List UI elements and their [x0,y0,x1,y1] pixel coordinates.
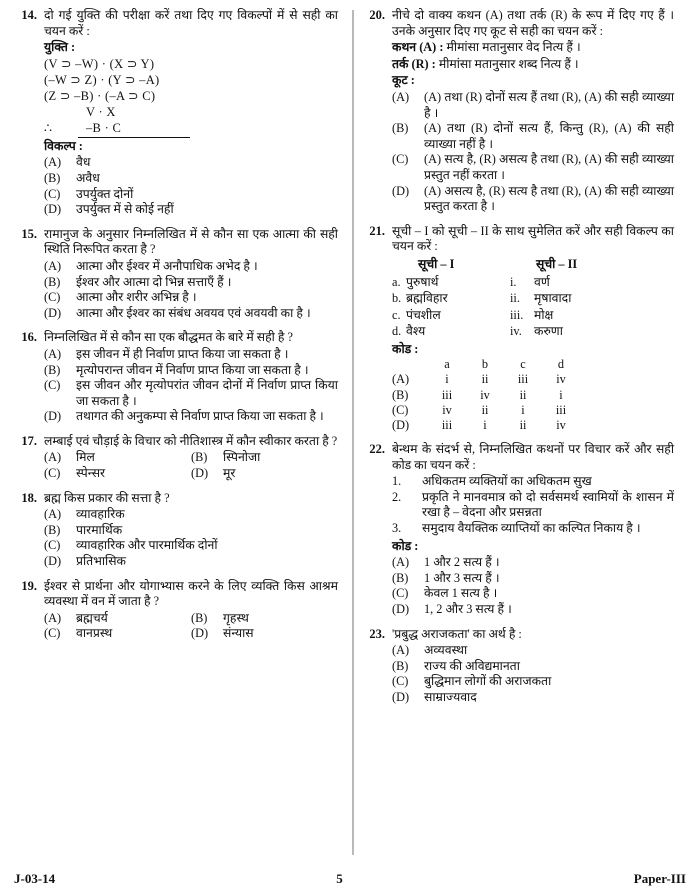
options-list [44,611,338,642]
option-text: राज्य की अविद्यमानता [424,658,520,673]
option-key: (B) [44,522,61,537]
question-19 [14,579,338,642]
option-key: (A) [392,555,410,570]
question-body [44,434,338,482]
right-column [344,8,674,853]
assertion-text: मीमांसा मतानुसार वेद नित्य हैं । [443,40,581,55]
option-text: (A) तथा (R) दोनों सत्य हैं, किन्तु (R), (A) की सही व्याख्या नहीं है । [424,121,674,151]
question-number: 15. [21,226,37,241]
question-20 [362,8,674,215]
question-stem: दो गई युक्ति की परीक्षा करें तथा दिए गए विकल्पों में से सही का चयन करें : [44,8,338,38]
option-b[interactable] [392,659,674,675]
option-key: (C) [44,626,61,641]
option-text: मृत्योपरान्त जीवन में निर्वाण प्राप्त किया जा सकता है । [76,362,309,377]
question-body [392,442,674,618]
paper-code: J-03-14 [14,871,56,886]
list2-text: वर्ण [534,274,550,289]
code-value: i [483,417,487,432]
option-text: अवैध [76,170,100,185]
question-18 [14,491,338,570]
option-key: (D) [392,417,410,432]
option-text: मूर [223,466,236,481]
option-text: मिल [76,450,95,465]
statement-number: 1. [392,474,402,489]
statement-2 [392,490,674,521]
list1-key: b. [392,291,402,305]
option-text: व्यावहारिक [76,507,125,522]
code-table [392,357,674,433]
option-text: ईश्वर और आत्मा दो भिन्न सत्ताएँ हैं । [76,274,232,289]
option-key: (A) [392,372,410,387]
option-key: (B) [44,274,61,289]
statement-3 [392,521,674,537]
option-a[interactable] [44,155,338,171]
vikalp-label: विकल्प : [44,138,83,153]
option-key: (A) [44,507,62,522]
reason-text: मीमांसा मतानुसार शब्द नित्य हैं । [435,56,579,71]
list2-text: मृषावादा [534,291,572,305]
therefore-symbol: ∴ [44,120,53,135]
option-row [44,611,338,627]
statement-text: प्रकृति ने मानवमात्र को दो सर्वसमर्थ स्वामियों के शासन में रखा है – वेदना और प्रसन्नता [422,489,674,520]
option-b[interactable] [44,275,338,291]
question-stem: निम्नलिखित में से कौन सा एक बौद्धमत के बारे में सही है ? [44,330,293,345]
option-text: स्पिनोजा [223,450,261,465]
code-value: i [521,402,525,417]
question-22 [362,442,674,618]
list2-key: i. [510,274,517,289]
option-c[interactable] [392,586,674,602]
option-text: ब्रह्मचर्य [76,610,108,625]
left-column [14,8,344,853]
option-key: (C) [392,586,409,601]
option-c[interactable] [392,674,674,690]
option-b[interactable] [392,571,674,587]
option-c[interactable] [392,403,674,418]
options-list [392,555,674,617]
match-table-rows [392,274,674,340]
code-value: iv [556,372,566,387]
match-table-header [392,257,674,273]
two-column-layout [14,8,686,853]
question-body [392,224,674,433]
option-text: साम्राज्यवाद [424,690,477,705]
option-key: (B) [191,610,208,625]
option-key: (A) [44,610,62,625]
inference-rule-line [78,137,190,138]
code-header-row [392,357,674,372]
option-key: (B) [392,387,409,402]
code-value: iv [556,417,566,432]
question-body [44,227,338,322]
option-d[interactable] [44,306,338,322]
column-divider [352,10,354,855]
option-text: आत्मा और ईश्वर का संबंध अवयव एवं अवयवी का है । [76,305,311,320]
option-text: गृहस्थ [223,610,249,625]
option-a[interactable] [392,643,674,659]
option-key: (C) [44,538,61,553]
question-15 [14,227,338,322]
option-a[interactable] [392,372,674,387]
yukti-label: युक्ति : [44,40,76,55]
option-b[interactable] [44,363,338,379]
option-text: पारमार्थिक [76,522,123,537]
question-body [44,330,338,425]
option-d[interactable] [191,466,338,482]
option-text: उपर्युक्त में से कोई नहीं [76,202,174,217]
option-text: संन्यास [223,626,254,641]
option-text: केवल 1 सत्य है । [424,586,498,601]
option-key: (D) [392,183,410,198]
option-d[interactable] [392,418,674,433]
code-header-blank [392,357,428,372]
option-text: व्यावहारिक और पारमार्थिक दोनों [76,538,218,553]
conclusion-text: –B · C [86,120,122,135]
option-key: (A) [44,450,62,465]
option-b[interactable] [44,171,338,187]
option-text: (A) सत्य है, (R) असत्य है तथा (R), (A) की सही व्याख्या प्रस्तुत नहीं करता । [424,152,674,182]
option-key: (B) [392,570,409,585]
list1-text: पुरुषार्थ [406,274,439,289]
reason-line [392,57,674,73]
options-list [44,507,338,569]
option-text: (A) तथा (R) दोनों सत्य हैं तथा (R), (A) की सही व्याख्या है । [424,89,674,120]
page-number: 5 [336,871,343,886]
code-value: i [559,387,563,402]
option-text: आत्मा और ईश्वर में अनौपाधिक अभेद है । [76,258,258,273]
option-text: स्पेन्सर [76,466,106,481]
question-stem: लम्बाई एवं चौड़ाई के विचार को नीतिशास्त्र में कौन स्वीकार करता है ? [44,433,338,448]
option-key: (D) [392,690,410,705]
option-a[interactable] [44,611,191,627]
list1-key: d. [392,324,402,338]
option-key: (D) [191,466,209,481]
option-key: (B) [44,170,61,185]
option-key: (A) [392,89,410,104]
question-number: 22. [369,442,385,457]
option-a[interactable] [392,90,674,121]
question-number: 19. [21,578,37,593]
code-value: iii [441,417,453,432]
options-list [44,450,338,481]
option-key: (C) [392,152,409,167]
code-col-b: b [481,357,489,372]
question-stem: ब्रह्म किस प्रकार की सत्ता है ? [44,490,170,505]
option-row [44,450,338,466]
option-d[interactable] [392,602,674,618]
assertion-label: कथन (A) : [392,40,444,55]
options-list [44,259,338,321]
question-stem: ईश्वर से प्रार्थना और योगाभ्यास करने के लिए व्यक्ति किस आश्रम व्यवस्था में वन में जाता है ? [44,578,338,609]
options-list [392,643,674,705]
option-key: (C) [44,378,61,393]
question-number: 23. [369,626,385,641]
option-c[interactable] [44,538,338,554]
question-number: 18. [21,490,37,505]
option-text: 1 और 2 सत्य हैं । [424,555,500,570]
option-key: (C) [44,290,61,305]
list2-key: ii. [510,291,520,305]
option-text: इस जीवन में ही निर्वाण प्राप्त किया जा सकता है । [76,346,289,361]
option-a[interactable] [44,259,338,275]
question-body [44,491,338,570]
question-number: 14. [21,8,37,22]
question-21 [362,224,674,433]
option-key: (B) [392,121,409,136]
code-value: iii [441,387,453,402]
formula-line-3: (Z ⊃ –B) · (–A ⊃ C) [44,88,156,103]
list2-key: iv. [510,324,522,338]
code-value: ii [481,372,489,387]
option-text: बुद्धिमान लोगों की अराजकता [424,674,552,689]
option-c[interactable] [44,290,338,306]
question-number: 20. [369,8,385,22]
code-value: iv [480,387,490,402]
option-key: (A) [392,643,410,658]
question-number: 17. [21,433,37,448]
options-list [392,90,674,215]
option-d[interactable] [392,690,674,706]
list-2-header: सूची – II [536,256,578,271]
option-key: (A) [44,258,62,273]
statements-list [392,474,674,536]
option-d[interactable] [392,184,674,215]
option-d[interactable] [44,409,338,425]
question-14 [14,8,338,218]
list1-text: पंचशील [406,307,441,322]
formula-premise-last: V · X [86,104,116,119]
question-stem: बेन्थम के संदर्भ से, निम्नलिखित कथनों पर विचार करें और सही कोड का चयन करें : [392,442,674,472]
option-b[interactable] [392,121,674,152]
option-c[interactable] [44,626,191,642]
question-23 [362,627,674,706]
option-text: वैध [76,155,91,170]
list1-key: a. [392,274,401,289]
statement-text: समुदाय वैयक्तिक व्याप्तियों का कल्पित निकाय है । [422,521,641,536]
code-col-d: d [557,357,565,372]
question-17 [14,434,338,482]
question-number: 16. [21,330,37,345]
code-col-a: a [444,357,450,372]
list1-text: वैश्य [406,324,426,338]
question-body [392,627,674,706]
question-stem: सूची – I को सूची – II के साथ सुमेलित करें और सही विकल्प का चयन करें : [392,223,674,254]
question-body [44,579,338,642]
question-number: 21. [369,223,385,238]
option-text: आत्मा और शरीर अभिन्न है । [76,290,197,305]
option-key: (A) [44,155,62,170]
option-key: (D) [44,305,62,320]
paper-name: Paper-III [633,871,686,886]
option-text: प्रतिभासिक [76,554,126,569]
question-body [392,8,674,215]
option-key: (D) [392,602,410,617]
option-b[interactable] [191,611,338,627]
list2-text: करुणा [534,324,563,338]
page-footer [14,871,686,887]
option-text: उपर्युक्त दोनों [76,186,134,201]
code-label: कूट : [392,73,415,88]
match-row [392,307,674,324]
statement-text: अधिकतम व्यक्तियों का अधिकतम सुख [422,474,592,489]
statement-number: 2. [392,489,402,504]
option-a[interactable] [44,507,338,523]
option-text: 1 और 3 सत्य हैं । [424,570,500,585]
code-value: iv [442,402,452,417]
code-value: iii [555,402,567,417]
option-key: (D) [191,626,209,641]
match-row [392,290,674,307]
options-list [44,155,338,217]
option-d[interactable] [44,202,338,218]
formula-line-1: (V ⊃ –W) · (X ⊃ Y) [44,56,155,71]
statement-number: 3. [392,521,402,536]
code-value: ii [519,417,527,432]
option-a[interactable] [44,347,338,363]
option-b[interactable] [392,388,674,403]
options-list [44,347,338,425]
question-stem: नीचे दो वाक्य कथन (A) तथा तर्क (R) के रूप में दिए गए हैं । उनके अनुसार दिए गए कूट से सही का चयन करें : [392,8,674,38]
option-key: (B) [191,450,208,465]
option-row [44,466,338,482]
code-label: कोड : [392,341,419,356]
formula-conclusion [44,120,338,136]
option-key: (A) [44,346,62,361]
option-c[interactable] [44,466,191,482]
code-label: कोड : [392,538,419,553]
statement-1 [392,474,674,490]
option-key: (C) [44,466,61,481]
code-value: i [445,372,449,387]
assertion-line [392,40,674,56]
option-a[interactable] [392,555,674,571]
option-key: (D) [44,554,62,569]
option-row [44,626,338,642]
option-b[interactable] [44,523,338,539]
option-key: (C) [392,674,409,689]
option-c[interactable] [44,378,338,409]
list1-text: ब्रह्मविहार [406,291,448,305]
list-1-header: सूची – I [418,256,455,271]
option-key: (B) [44,362,61,377]
option-b[interactable] [191,450,338,466]
option-text: (A) असत्य है, (R) सत्य है तथा (R), (A) की सही व्याख्या प्रस्तुत करता है । [424,183,674,214]
question-body [44,8,338,218]
formula-line-2: (–W ⊃ Z) · (Y ⊃ –A) [44,72,160,87]
match-row [392,274,674,291]
match-row [392,323,674,340]
option-key: (C) [44,186,61,201]
reason-label: तर्क (R) : [392,56,436,71]
option-c[interactable] [392,152,674,183]
option-text: 1, 2 और 3 सत्य हैं । [424,602,512,617]
option-d[interactable] [44,554,338,570]
code-value: ii [481,402,489,417]
code-value: ii [519,387,527,402]
option-text: अव्यवस्था [424,643,468,658]
option-text: वानप्रस्थ [76,626,113,641]
code-col-c: c [520,357,526,372]
option-a[interactable] [44,450,191,466]
option-key: (B) [392,658,409,673]
question-stem: 'प्रबुद्ध अराजकता' का अर्थ है : [392,626,522,641]
option-text: इस जीवन और मृत्योपरांत जीवन दोनों में निर्वाण प्राप्त किया जा सकता है । [76,378,338,408]
option-key: (D) [44,202,62,217]
question-16 [14,330,338,425]
option-key: (D) [44,409,62,424]
option-d[interactable] [191,626,338,642]
question-stem: रामानुज के अनुसार निम्नलिखित में से कौन सा एक आत्मा की सही स्थिति निरूपित करता है ? [44,226,338,257]
option-key: (C) [392,402,409,417]
option-c[interactable] [44,187,338,203]
list2-text: मोक्ष [534,307,554,322]
code-value: iii [517,372,529,387]
list2-key: iii. [510,307,524,322]
list1-key: c. [392,307,401,322]
option-text: तथागत की अनुकम्पा से निर्वाण प्राप्त किया जा सकता है । [76,409,324,424]
